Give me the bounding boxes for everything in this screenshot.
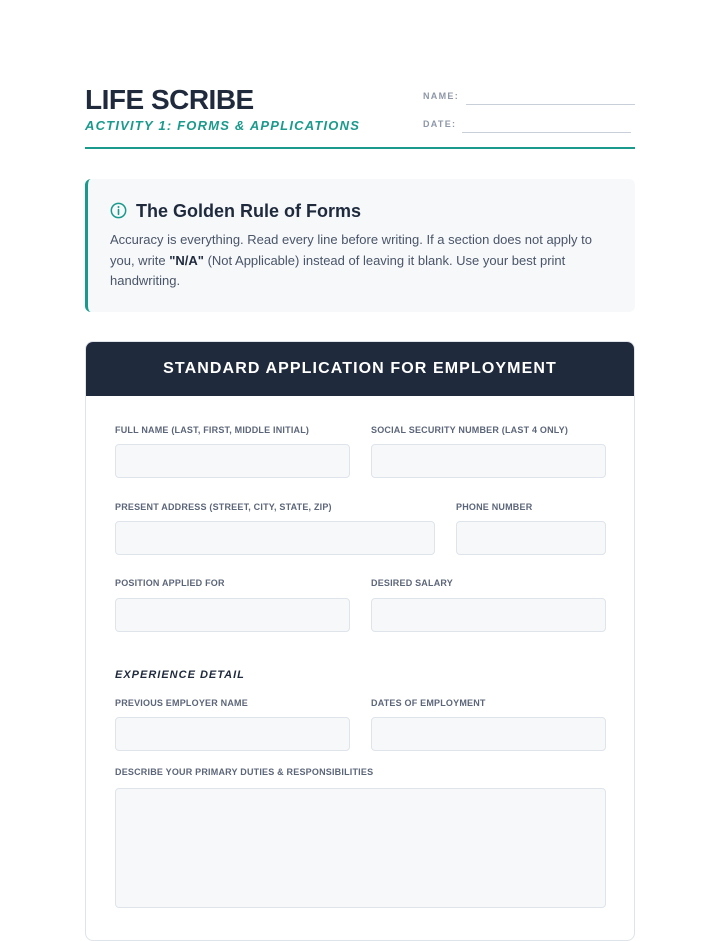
ssn-field[interactable] <box>371 444 606 478</box>
callout-title: The Golden Rule of Forms <box>136 201 362 221</box>
name-line[interactable] <box>466 104 635 105</box>
golden-rule-callout <box>85 179 635 312</box>
salary-field[interactable] <box>371 598 606 632</box>
full-name-field[interactable] <box>115 444 350 478</box>
employment-application-form <box>85 341 635 941</box>
full-name-label: FULL NAME (LAST, FIRST, MIDDLE INITIAL) <box>115 425 310 435</box>
callout-body-text-end: (Not Applicable) instead of leaving it blank. Use your best print handwriting. <box>110 252 566 288</box>
dates-of-employment-field[interactable] <box>371 717 606 751</box>
address-label: PRESENT ADDRESS (STREET, CITY, STATE, ZIP) <box>115 502 332 512</box>
callout-body <box>110 230 615 292</box>
date-line[interactable] <box>462 132 631 133</box>
callout-body-text: Accuracy is everything. Read every line before writing. If a section does not apply to you, write <box>110 232 592 268</box>
date-label: DATE: <box>423 119 457 129</box>
phone-field[interactable] <box>456 521 606 555</box>
page-title: LIFE SCRIBE <box>85 84 254 115</box>
callout-body-emphasis: "N/A" <box>169 252 204 268</box>
position-field[interactable] <box>115 598 350 632</box>
page-subtitle: ACTIVITY 1: FORMS & APPLICATIONS <box>85 118 361 133</box>
previous-employer-field[interactable] <box>115 717 350 751</box>
position-label: POSITION APPLIED FOR <box>115 578 225 588</box>
salary-label: DESIRED SALARY <box>371 578 453 588</box>
ssn-label: SOCIAL SECURITY NUMBER (LAST 4 ONLY) <box>371 425 569 435</box>
info-icon <box>110 202 127 219</box>
form-heading: STANDARD APPLICATION FOR EMPLOYMENT <box>86 342 634 396</box>
previous-employer-label: PREVIOUS EMPLOYER NAME <box>115 698 248 708</box>
experience-section-heading: EXPERIENCE DETAIL <box>115 669 245 681</box>
address-field[interactable] <box>115 521 435 555</box>
worksheet-header <box>85 84 635 150</box>
duties-label: DESCRIBE YOUR PRIMARY DUTIES & RESPONSIBILITIES <box>115 767 374 777</box>
phone-label: PHONE NUMBER <box>456 502 533 512</box>
dates-of-employment-label: DATES OF EMPLOYMENT <box>371 698 486 708</box>
duties-textarea[interactable] <box>115 788 606 908</box>
header-divider <box>85 147 635 149</box>
name-label: NAME: <box>423 91 459 101</box>
